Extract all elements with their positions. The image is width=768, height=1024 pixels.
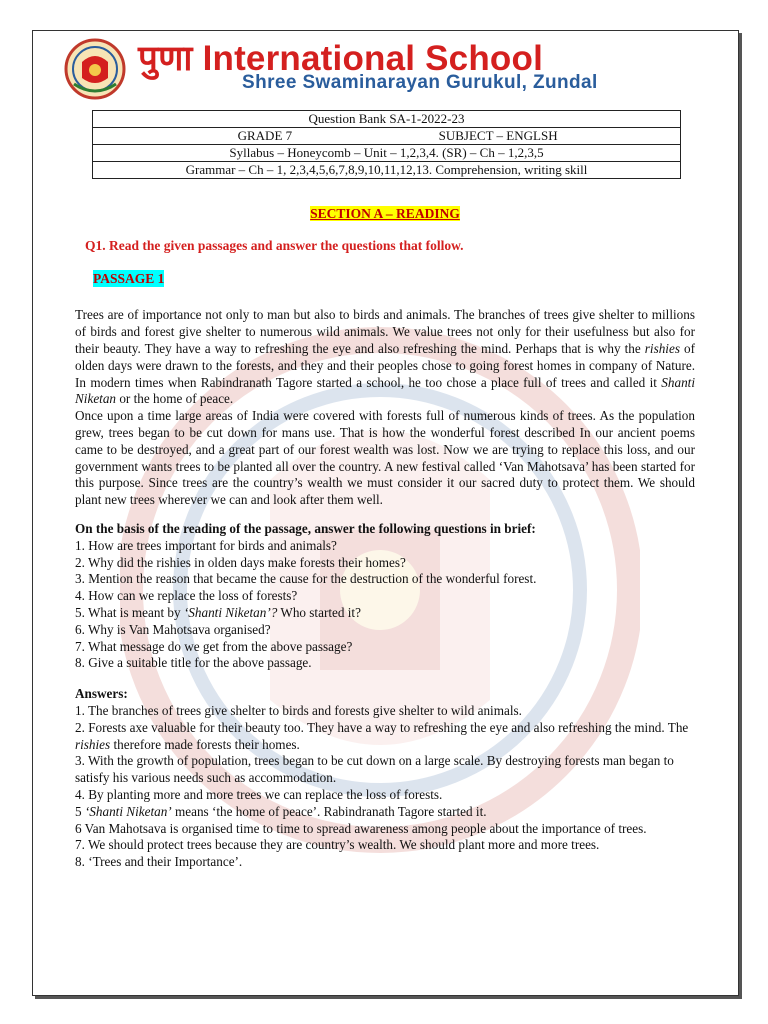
school-logo-icon <box>64 36 126 102</box>
question-italic: ‘Shanti Niketan’? <box>183 604 278 620</box>
questions-list <box>75 538 695 672</box>
question-item: 1. How are trees important for birds and animals? <box>75 537 337 553</box>
school-name: पुणा International School <box>138 39 543 78</box>
answer-text: means ‘the home of peace’. Rabindranath Tagore started it. <box>171 803 487 819</box>
passage-paragraph-2: Once upon a time large areas of India were covered with forests full of numerous kinds of trees. As the population grew, trees began to be cut down for mans use. That is how the wonderful forest described In our ancient poems came to be destroyed, and a great part of our forest wealth was lost. Now we are trying to replace this loss, and our government wants trees to be planted all over the country. A new festival called ‘Van Mahotsava’ has been started for this purpose. Since trees are the country’s wealth we must consider it our sacred duty to protect them. We should plant new trees wherever we can and look after them well. <box>75 408 695 508</box>
answer-item <box>75 804 695 821</box>
question-bank-title: Question Bank SA-1-2022-23 <box>93 111 681 128</box>
grammar-line: Grammar – Ch – 1, 2,3,4,5,6,7,8,9,10,11,12,13. Comprehension, writing skill <box>93 162 681 179</box>
answer-item: 7. We should protect trees because they are country’s wealth. We should plant more and more trees. <box>75 837 600 853</box>
answer-item: 4. By planting more and more trees we can replace the loss of forests. <box>75 786 443 802</box>
answer-italic: rishies <box>75 736 111 752</box>
passage-label-text: PASSAGE 1 <box>93 270 165 286</box>
passage-text: Trees are of importance not only to man but also to birds and animals. The branches of trees give shelter to millions of birds and forest give shelter to numerous wild animals. We value trees not only for their usefulness but also for their beauty. They have a way to refreshing the eye and also refreshing the mind. Perhaps that is why the <box>75 307 695 356</box>
answer-item: 3. With the growth of population, trees began to be cut down on a large scale. By destroying forests man began to satisfy his various needs such as accommodation. <box>75 753 674 786</box>
syllabus-line: Syllabus – Honeycomb – Unit – 1,2,3,4. (SR) – Ch – 1,2,3,5 <box>93 145 681 162</box>
answer-item: 8. ‘Trees and their Importance’. <box>75 854 243 870</box>
question-item: 8. Give a suitable title for the above passage. <box>75 655 312 671</box>
answer-item: 1. The branches of trees give shelter to birds and forests give shelter to wild animals. <box>75 702 522 718</box>
section-title-text: SECTION A – READING <box>310 206 460 221</box>
answer-italic: ‘Shanti Niketan’ <box>84 803 172 819</box>
questions-heading: On the basis of the reading of the passage, answer the following questions in brief: <box>75 520 536 536</box>
question-item <box>75 605 695 622</box>
question-item: 7. What message do we get from the above passage? <box>75 638 353 654</box>
grade-label: GRADE 7 <box>237 128 293 143</box>
answer-text: 5 <box>75 803 85 819</box>
question-item: 2. Why did the rishies in olden days make forests their homes? <box>75 554 406 570</box>
answer-item: 6 Van Mahotsava is organised time to time to spread awareness among people about the importance of trees. <box>75 820 647 836</box>
subject-label: SUBJECT – ENGLSH <box>438 128 558 143</box>
question-bank-info-table <box>92 110 681 179</box>
question-item: 3. Mention the reason that became the cause for the destruction of the wonderful forest. <box>75 571 537 587</box>
question-text: 5. What is meant by <box>75 604 184 620</box>
school-subtitle: Shree Swaminarayan Gurukul, Zundal <box>242 72 598 93</box>
answer-text: therefore made forests their homes. <box>110 736 300 752</box>
answer-item <box>75 720 695 754</box>
answers-list <box>75 703 695 871</box>
passage-text: of olden days were drawn to the forests, and they and their peoples chose to going forest homes in company of Nature. In modern times when Rabindranath Tagore started a school, he too chose a place full of trees and called it <box>75 340 695 390</box>
question-item: 6. Why is Van Mahotsava organised? <box>75 621 271 637</box>
answer-text: 2. Forests axe valuable for their beauty too. They have a way to refreshing the eye and also refreshing the mind. The <box>75 719 689 735</box>
answers-heading: Answers: <box>75 686 128 702</box>
q1-instruction: Q1. Read the given passages and answer the questions that follow. <box>85 237 464 253</box>
section-title <box>75 206 695 223</box>
question-text: Who started it? <box>277 604 361 620</box>
question-item: 4. How can we replace the loss of forests? <box>75 588 298 604</box>
passage-italic-rishies: rishies <box>644 340 680 356</box>
school-header <box>52 34 732 104</box>
grade-subject-cell <box>93 128 681 145</box>
passage-paragraph-1 <box>75 307 695 408</box>
worksheet-content <box>75 206 695 871</box>
passage-italic-shanti-niketan: Shanti Niketan <box>75 374 695 407</box>
passage-text: or the home of peace. <box>116 391 234 407</box>
passage-label <box>93 271 695 288</box>
